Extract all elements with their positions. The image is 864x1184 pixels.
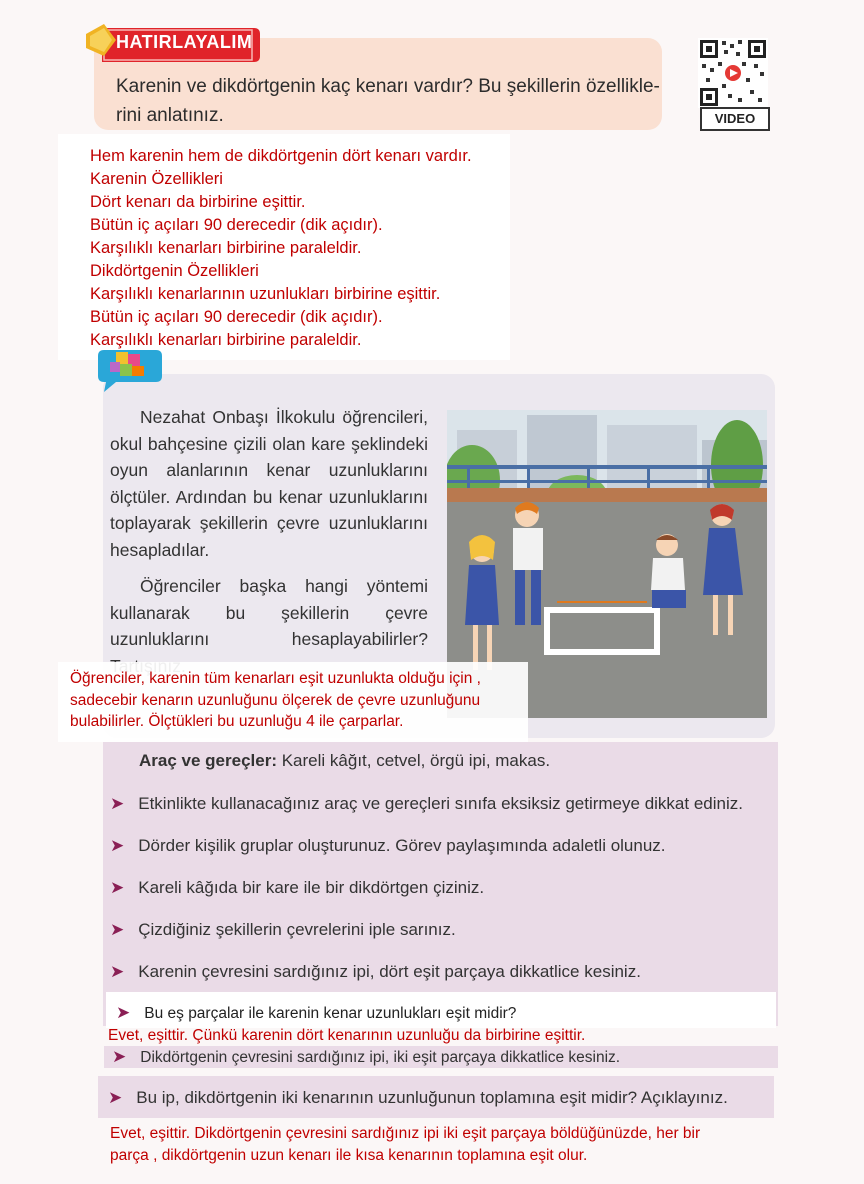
recall-question-line: rini anlatınız. — [116, 105, 224, 126]
answer2-line: bulabilirler. Ölçtükleri bu uzunluğu 4 ile çarparlar. — [70, 713, 404, 730]
recall-question-line: Karenin ve dikdörtgenin kaç kenarı vardır? Bu şekillerin özellikle- — [116, 76, 660, 97]
arrow-icon: ➤ — [112, 1047, 127, 1066]
answer2-line: sadecebir kenarın uzunluğunu ölçerek de çevre uzunluğunu — [70, 691, 481, 709]
answer1-line: Bütün iç açıları 90 derecedir (dik açıdır). — [90, 216, 383, 234]
answer1-line: Dört kenarı da birbirine eşittir. — [90, 193, 306, 211]
materials-label: Araç ve gereçler: — [139, 751, 277, 770]
materials-items: Kareli kâğıt, cetvel, örgü ipi, makas. — [281, 751, 551, 770]
activity-step-text: Karenin çevresini sardığınız ipi, dört eşit parçaya dikkatlice kesiniz. — [138, 962, 641, 981]
answer1-line: Karşılıklı kenarlarının uzunlukları birbirine eşittir. — [90, 285, 441, 303]
arrow-icon: ➤ — [110, 920, 125, 939]
question2-text: Dikdörtgenin çevresini sardığınız ipi, iki eşit parçaya dikkatlice kesiniz. — [140, 1049, 621, 1066]
materials-line — [139, 751, 550, 771]
activity-step — [110, 836, 666, 856]
activity-step-text: Kareli kâğıda bir kare ile bir dikdörtgen çiziniz. — [138, 878, 485, 897]
arrow-icon: ➤ — [110, 836, 125, 855]
answer4-line: Evet, eşittir. Dikdörtgenin çevresini sardığınız ipi iki eşit parçaya böldüğünüzde, her bir — [110, 1125, 701, 1142]
answer1-line: Bütün iç açıları 90 derecedir (dik açıdır). — [90, 308, 383, 326]
recall-question — [116, 72, 660, 130]
arrow-icon: ➤ — [110, 878, 125, 897]
answer1 — [90, 145, 510, 352]
activity-step-text: Etkinlikte kullanacağınız araç ve gereçleri sınıfa eksiksiz getirmeye dikkat ediniz. — [138, 794, 743, 813]
answer1-line: Hem karenin hem de dikdörtgenin dört kenarı vardır. — [90, 147, 472, 165]
question1 — [116, 1003, 516, 1023]
answer4-line: parça , dikdörtgenin uzun kenarı ile kısa kenarının toplamına eşit olur. — [110, 1147, 588, 1164]
answer1-line: Karşılıklı kenarları birbirine paraleldir. — [90, 331, 362, 349]
activity-step — [110, 794, 743, 814]
story-text — [110, 404, 428, 689]
arrow-icon: ➤ — [108, 1088, 123, 1107]
activity-step-text: Çizdiğiniz şekillerin çevrelerini iple sarınız. — [138, 920, 456, 939]
arrow-icon: ➤ — [116, 1003, 131, 1022]
question3 — [108, 1088, 728, 1108]
answer2 — [70, 668, 540, 733]
answer4 — [110, 1123, 790, 1167]
arrow-icon: ➤ — [110, 962, 125, 981]
arrow-icon: ➤ — [110, 794, 125, 813]
answer3: Evet, eşittir. Çünkü karenin dört kenarının uzunluğu da birbirine eşittir. — [108, 1027, 586, 1044]
puzzle-speech-icon — [92, 346, 168, 394]
recall-badge-label: HATIRLAYALIM — [116, 32, 253, 52]
activity-step — [110, 878, 484, 898]
video-label[interactable]: VIDEO — [700, 107, 770, 131]
answer2-line: Öğrenciler, karenin tüm kenarları eşit uzunlukta olduğu için , — [70, 670, 481, 687]
story-paragraph: Nezahat Onbaşı İlkokulu öğrencileri, okul bahçesine çizili olan kare şeklindeki oyun alanlarının kenar uzunluklarını ölçtüler. Ardından bu kenar uzunluklarını toplayarak şekillerin çevre uzunluklarını hesapladılar. — [110, 407, 428, 560]
story-paragraph: Öğrenciler başka hangi yöntemi kullanarak bu şekillerin çevre uzunluklarını hesaplayabilirler? — [110, 576, 428, 649]
answer1-line: Karenin Özellikleri — [90, 170, 223, 188]
question2 — [112, 1047, 620, 1067]
activity-step-text: Dörder kişilik gruplar oluşturunuz. Görev paylaşımında adaletli olunuz. — [138, 836, 666, 855]
answer1-line: Karşılıklı kenarları birbirine paraleldir. — [90, 239, 362, 257]
answer1-line: Dikdörtgenin Özellikleri — [90, 262, 259, 280]
qr-code-icon[interactable] — [698, 38, 768, 108]
activity-step — [110, 920, 456, 940]
question1-text: Bu eş parçalar ile karenin kenar uzunlukları eşit midir? — [144, 1005, 517, 1022]
activity-step — [110, 962, 641, 982]
question3-text: Bu ip, dikdörtgenin iki kenarının uzunluğunun toplamına eşit midir? Açıklayınız. — [136, 1088, 728, 1107]
